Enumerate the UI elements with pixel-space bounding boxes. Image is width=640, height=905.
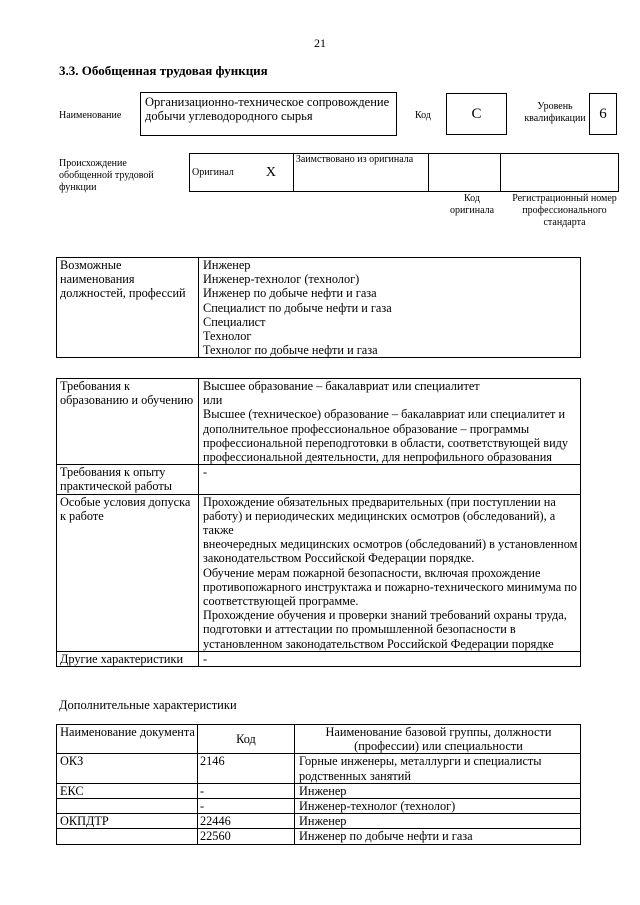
requirement-value (199, 494, 581, 651)
requirement-value (199, 651, 581, 666)
cell-document: ЕКС (57, 783, 198, 798)
additional-row (57, 829, 581, 844)
requirement-line: подготовки и аттестации по промышленной безопасности в (203, 622, 516, 637)
cell-document: ОКЗ (57, 754, 198, 783)
additional-title: Дополнительные характеристики (59, 698, 237, 712)
cell-code: - (198, 783, 295, 798)
requirement-line: Высшее (техническое) образование – бакалавриат или специалитет и (203, 407, 566, 422)
name-label: Наименование (59, 110, 122, 121)
requirement-line: законодательством Российской Федерации порядке. (203, 551, 475, 566)
requirement-line: профессиональной переподготовки в области, соответствующей виду (203, 435, 569, 450)
requirement-line: профессиональной деятельности, для непрофильного образования (203, 450, 552, 465)
requirement-row (57, 494, 581, 651)
requirement-line: соответствующей программе. (203, 594, 359, 609)
code-original-label: Код оригинала (449, 193, 495, 216)
reg-number-cell (501, 154, 619, 192)
additional-table (56, 724, 581, 845)
origin-table (189, 153, 619, 192)
position-item: Специалист (203, 314, 266, 329)
requirement-label: Требования к образованию и обучению (57, 379, 199, 465)
requirement-line: Высшее образование – бакалавриат или специалитет (203, 379, 480, 393)
level-label: Уровень квалификации (524, 101, 586, 124)
additional-header-row (57, 725, 581, 754)
name-value: Организационно-техническое сопровождение добычи углеводородного сырья (140, 92, 397, 136)
cell-document (57, 799, 198, 814)
requirement-row (57, 465, 581, 494)
requirements-table (56, 378, 581, 667)
section-title: 3.3. Обобщенная трудовая функция (59, 63, 268, 78)
code-value: C (446, 93, 507, 135)
requirement-line: - (203, 651, 208, 666)
positions-table (56, 257, 581, 358)
position-item: Инженер (203, 258, 251, 272)
cell-name: Горные инженеры, металлурги и специалисты родственных занятий (295, 754, 581, 783)
requirement-value (199, 465, 581, 494)
cell-code: 22446 (198, 814, 295, 829)
code-original-cell (428, 154, 501, 192)
original-mark: X (264, 154, 293, 192)
requirement-line: Прохождение обучения и проверки знаний требований охраны труда, (203, 608, 567, 623)
requirement-line: Обучение мерам пожарной безопасности, включая прохождение (203, 565, 541, 580)
requirement-label: Особые условия допуска к работе (57, 494, 199, 651)
cell-code: 22560 (198, 829, 295, 844)
positions-list (199, 258, 581, 358)
cell-name: Инженер (295, 814, 581, 829)
requirement-row (57, 379, 581, 465)
cell-document (57, 829, 198, 844)
additional-row (57, 783, 581, 798)
cell-name: Инженер по добыче нефти и газа (295, 829, 581, 844)
header-code: Код (198, 725, 295, 754)
requirement-line: работу) и периодических медицинских осмотров (обследований), а также (203, 508, 556, 538)
reg-number-label: Регистрационный номер профессионального стандарта (512, 193, 617, 228)
cell-document: ОКПДТР (57, 814, 198, 829)
original-label: Оригинал (190, 154, 264, 192)
requirement-row (57, 651, 581, 666)
cell-code: 2146 (198, 754, 295, 783)
borrowed-label: Заимствовано из оригинала (293, 154, 428, 192)
requirement-line: дополнительное профессиональное образование – программы (203, 421, 530, 436)
requirement-line: или (203, 393, 223, 408)
requirement-line: противопожарного инструктажа и пожарно-технического минимума по (203, 579, 577, 594)
requirement-line: установленном законодательством Российской Федерации порядке (203, 636, 554, 651)
requirement-label: Требования к опыту практической работы (57, 465, 199, 494)
requirement-line: - (203, 465, 208, 480)
position-item: Специалист по добыче нефти и газа (203, 300, 392, 315)
header-document: Наименование документа (57, 725, 198, 754)
requirement-line: внеочередных медицинских осмотров (обследований) в установленном (203, 537, 578, 552)
positions-label: Возможные наименования должностей, профессий (57, 258, 199, 358)
requirement-label: Другие характеристики (57, 651, 199, 666)
requirement-value (199, 379, 581, 465)
additional-row (57, 814, 581, 829)
header-name: Наименование базовой группы, должности (профессии) или специальности (295, 725, 581, 754)
cell-name: Инженер-технолог (технолог) (295, 799, 581, 814)
additional-row (57, 799, 581, 814)
position-item: Инженер по добыче нефти и газа (203, 286, 377, 301)
position-item: Инженер-технолог (технолог) (203, 272, 360, 287)
position-item: Технолог по добыче нефти и газа (203, 343, 378, 358)
position-item: Технолог (203, 329, 252, 344)
level-value: 6 (589, 93, 617, 135)
cell-code: - (198, 799, 295, 814)
code-label: Код (415, 110, 431, 121)
origin-label: Происхождение обобщенной трудовой функции (59, 158, 154, 193)
page-number: 21 (314, 36, 326, 50)
requirement-line: Прохождение обязательных предварительных (при поступлении на (203, 494, 556, 509)
additional-row (57, 754, 581, 783)
cell-name: Инженер (295, 783, 581, 798)
